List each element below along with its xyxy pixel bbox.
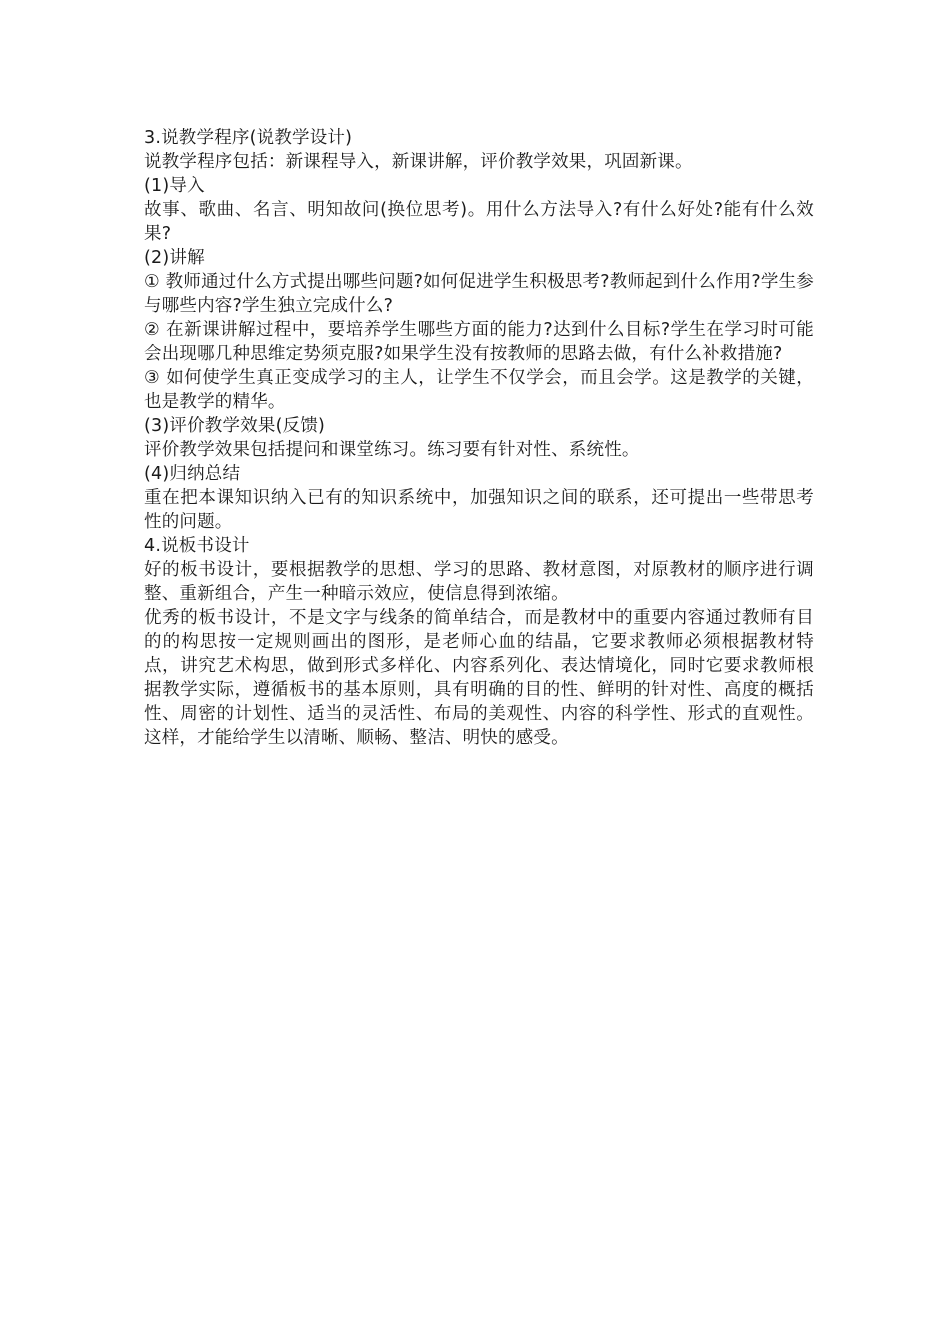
section-heading-blackboard-design: 4.说板书设计 xyxy=(144,536,250,556)
paragraph-evaluation: 评价教学效果包括提问和课堂练习。练习要有针对性、系统性。 xyxy=(144,440,640,460)
subheading-introduction: (1)导入 xyxy=(144,176,205,196)
paragraph-blackboard-design-2: 优秀的板书设计，不是文字与线条的简单结合，而是教材中的重要内容通过教师有目的的构思按一定规则画出的图形，是老师心血的结晶，它要求教师必须根据教材特点，讲究艺术构思，做到形式多样化、内容系列化、表达情境化，同时它要求教师根据教学实际，遵循板书的基本原则，具有明确的目的性、鲜明的针对性、高度的概括性、周密的计划性、适当的灵活性、布局的美观性、内容的科学性、形式的直观性。这样，才能给学生以清晰、顺畅、整洁、明快的感受。 xyxy=(144,608,814,748)
section-heading-teaching-procedure: 3.说教学程序(说教学设计) xyxy=(144,128,353,148)
paragraph-blackboard-design-1: 好的板书设计，要根据教学的思想、学习的思路、教材意图，对原教材的顺序进行调整、重新组合，产生一种暗示效应，使信息得到浓缩。 xyxy=(144,560,814,604)
paragraph-explanation-1: ① 教师通过什么方式提出哪些问题?如何促进学生积极思考?教师起到什么作用?学生参与哪些内容?学生独立完成什么? xyxy=(144,272,814,316)
paragraph-explanation-3: ③ 如何使学生真正变成学习的主人，让学生不仅学会，而且会学。这是教学的关键，也是教学的精华。 xyxy=(144,368,814,412)
subheading-explanation: (2)讲解 xyxy=(144,248,205,268)
paragraph-explanation-2: ② 在新课讲解过程中，要培养学生哪些方面的能力?达到什么目标?学生在学习时可能会出现哪几种思维定势须克服?如果学生没有按教师的思路去做，有什么补救措施? xyxy=(144,320,814,364)
document-page xyxy=(144,126,814,750)
subheading-evaluation: (3)评价教学效果(反馈) xyxy=(144,416,326,436)
paragraph-summary: 重在把本课知识纳入已有的知识系统中，加强知识之间的联系，还可提出一些带思考性的问题。 xyxy=(144,488,814,532)
paragraph-procedure-overview: 说教学程序包括：新课程导入，新课讲解，评价教学效果，巩固新课。 xyxy=(144,152,693,172)
subheading-summary: (4)归纳总结 xyxy=(144,464,241,484)
paragraph-introduction: 故事、歌曲、名言、明知故问(换位思考)。用什么方法导入?有什么好处?能有什么效果? xyxy=(144,200,814,244)
